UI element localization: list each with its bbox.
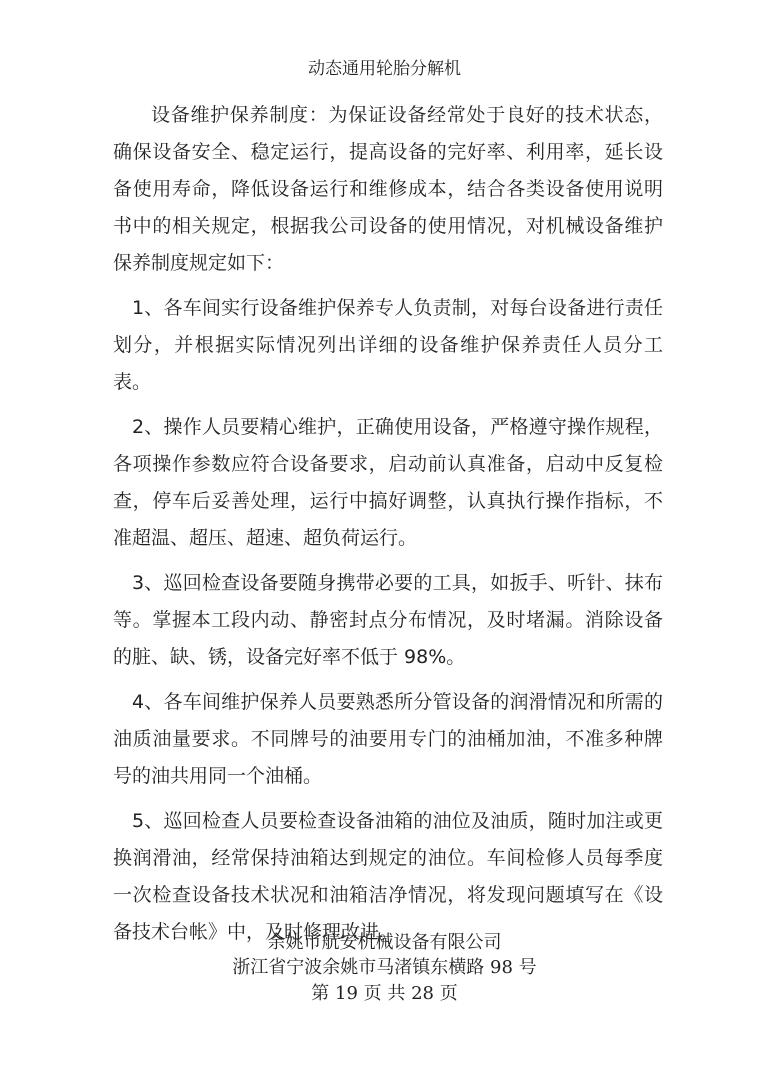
footer-address: 浙江省宁波余姚市马渚镇东横路 98 号 [232, 957, 537, 978]
rule-1-paragraph: 1、各车间实行设备维护保养专人负责制，对每台设备进行责任划分，并根据实际情况列出详细的设备维护保养责任人员分工表。 [113, 297, 663, 393]
rule-2-paragraph: 2、操作人员要精心维护，正确使用设备，严格遵守操作规程，各项操作参数应符合设备要求，启动前认真准备，启动中反复检查，停车后妥善处理，运行中搞好调整，认真执行操作指标，不准超温、超压、超速、超负荷运行。 [113, 416, 663, 549]
rule-5-paragraph: 5、巡回检查人员要检查设备油箱的油位及油质，随时加注或更换润滑油，经常保持油箱达到规定的油位。车间检修人员每季度一次检查设备技术状况和油箱洁净情况，将发现问题填写在《设备技术台帐》中，及时修理改进。 [113, 810, 663, 943]
document-title: 动态通用轮胎分解机 [308, 59, 461, 79]
rule-4-paragraph: 4、各车间维护保养人员要熟悉所分管设备的润滑情况和所需的油质油量要求。不同牌号的油要用专门的油桶加油，不准多种牌号的油共用同一个油桶。 [113, 691, 663, 787]
footer-page-number: 第 19 页 共 28 页 [311, 983, 458, 1004]
footer-company-name: 余姚市航安机械设备有限公司 [267, 932, 502, 953]
document-body [113, 97, 663, 959]
intro-paragraph: 设备维护保养制度：为保证设备经常处于良好的技术状态，确保设备安全、稳定运行，提高设备的完好率、利用率，延长设备使用寿命，降低设备运行和维修成本，结合各类设备使用说明书中的相关规定，根据我公司设备的使用情况，对机械设备维护保养制度规定如下： [113, 104, 663, 274]
rule-3-paragraph: 3、巡回检查设备要随身携带必要的工具，如扳手、听针、抹布等。掌握本工段内动、静密封点分布情况，及时堵漏。消除设备的脏、缺、锈，设备完好率不低于 98%。 [113, 572, 663, 668]
